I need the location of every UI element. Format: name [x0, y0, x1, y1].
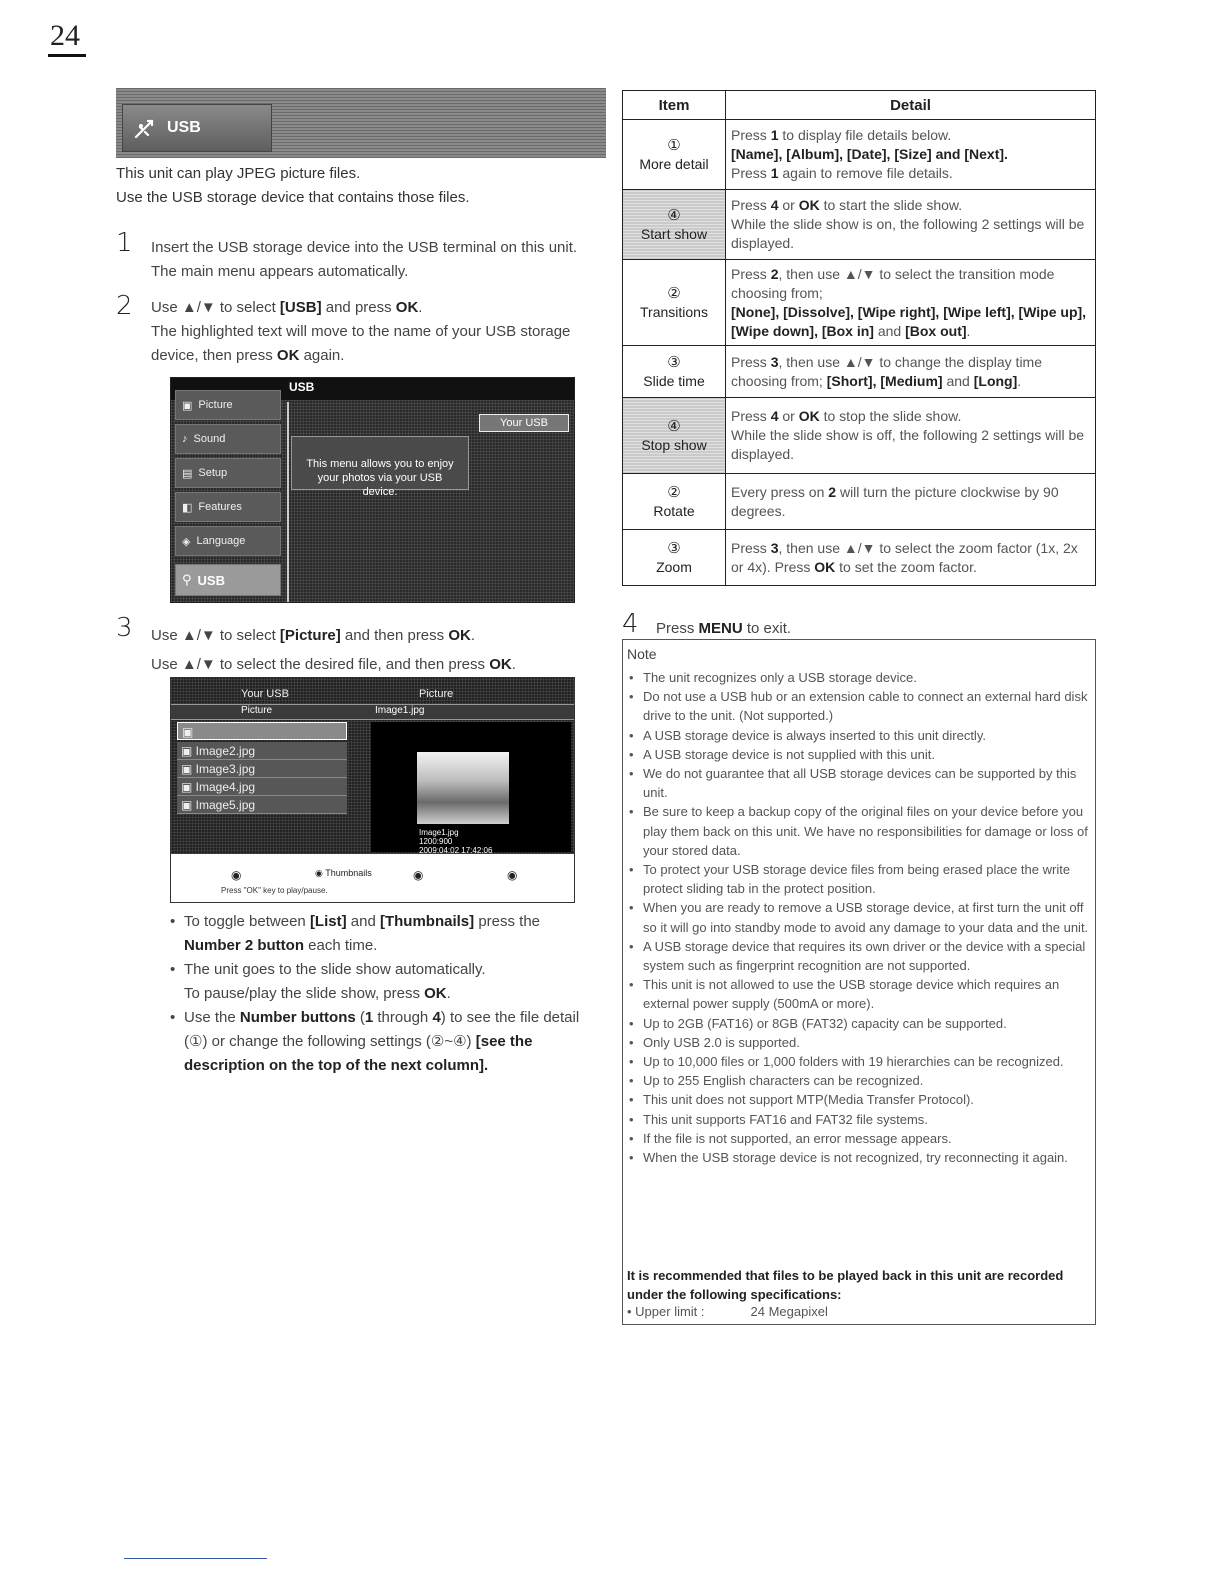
- footer-rule: [124, 1558, 267, 1559]
- menu-item-sound[interactable]: ♪ Sound: [175, 424, 281, 454]
- note-item: • This unit is not allowed to use the USB storage device which requires an external power supply (500mA or more).: [629, 975, 1089, 1013]
- tv-main-menu-screenshot: [170, 377, 575, 603]
- note-item: • We do not guarantee that all USB storage devices can be supported by this unit.: [629, 764, 1089, 802]
- table-row: ③ Zoom Press 3, then use ▲/▼ to select the zoom factor (1x, 2x or 4x). Press OK to set the zoom factor.: [623, 530, 1096, 586]
- menu-header-label: USB: [289, 380, 315, 394]
- spec-line: • Upper limit : 24 Megapixel: [627, 1304, 828, 1319]
- menu-item-features[interactable]: ◧ Features: [175, 492, 281, 522]
- menu-item-picture[interactable]: ▣ Picture: [175, 390, 281, 420]
- note-item: • When you are ready to remove a USB storage device, at first turn the unit off so it will go into standby mode to avoid any damage to your data and the unit.: [629, 898, 1089, 936]
- picture-icon: ▣: [182, 399, 193, 412]
- note-item: • A USB storage device is always inserted to this unit directly.: [629, 726, 1089, 745]
- table-row: ④ Stop show Press 4 or OK to stop the slide show. While the slide show is off, the following 2 settings will be displayed.: [623, 398, 1096, 474]
- note-item: • The unit recognizes only a USB storage device.: [629, 668, 1089, 687]
- sub-current-file: Image1.jpg: [375, 705, 425, 716]
- image-icon: ▣: [182, 725, 197, 739]
- note-list: [629, 668, 1089, 1167]
- note-item: • If the file is not supported, an error message appears.: [629, 1129, 1089, 1148]
- settings-table: [622, 90, 1096, 586]
- menu-item-usb[interactable]: ⚲ USB: [175, 564, 281, 596]
- note-item: • This unit supports FAT16 and FAT32 file systems.: [629, 1110, 1089, 1129]
- step-1-text: Insert the USB storage device into the USB terminal on this unit. The main menu appears automatically.: [151, 239, 578, 280]
- language-icon: ◈: [182, 535, 191, 548]
- note-item: • A USB storage device is not supplied with this unit.: [629, 745, 1089, 764]
- menu-item-language[interactable]: ◈ Language: [175, 526, 281, 556]
- note-title: Note: [627, 646, 657, 662]
- file-row[interactable]: ▣ Image5.jpg: [177, 796, 347, 814]
- note-item: • Be sure to keep a backup copy of the original files on your device before you play them back on this unit. We have no responsibilities for damage or loss of your stored data.: [629, 802, 1089, 860]
- step-3-text: Use ▲/▼ to select [Picture] and then press OK. Use ▲/▼ to select the desired file, and then press OK.: [151, 627, 516, 673]
- intro-line-2: Use the USB storage device that contains those files.: [116, 189, 470, 206]
- bullet-toggle: • To toggle between [List] and [Thumbnails] press the Number 2 button each time.: [170, 910, 590, 958]
- file-row-selected[interactable]: [177, 722, 347, 740]
- features-icon: ◧: [182, 501, 193, 514]
- table-row: ① More detail Press 1 to display file details below. [Name], [Album], [Date], [Size] and [Next]. Press 1 again to remove file details.: [623, 120, 1096, 190]
- table-header-detail: Detail: [726, 91, 1096, 120]
- usb-icon: [133, 116, 157, 140]
- file-row[interactable]: ▣ Image2.jpg: [177, 742, 347, 760]
- step-2-number: 2: [116, 291, 133, 321]
- intro-line-1: This unit can play JPEG picture files.: [116, 165, 361, 182]
- your-usb-button[interactable]: Your USB: [479, 414, 569, 432]
- sound-icon: ♪: [182, 433, 188, 445]
- note-item: • A USB storage device that requires its own driver or the device with a special system such as fingerprint recognition are not supported.: [629, 937, 1089, 975]
- file-row[interactable]: ▣ Image4.jpg: [177, 778, 347, 796]
- note-item: • When the USB storage device is not recognized, try reconnecting it again.: [629, 1148, 1089, 1167]
- image-preview: [417, 752, 509, 824]
- table-row: ② Rotate Every press on 2 will turn the picture clockwise by 90 degrees.: [623, 474, 1096, 530]
- note-item: • Up to 255 English characters can be recognized.: [629, 1071, 1089, 1090]
- thumbnails-toggle[interactable]: ◉ Thumbnails: [315, 868, 372, 878]
- usb-badge: [122, 104, 272, 152]
- note-item: • To protect your USB storage device files from being erased place the write protect sliding tab in the protect position.: [629, 860, 1089, 898]
- step-4-number: 4: [622, 609, 639, 639]
- setup-icon: ▤: [182, 467, 193, 480]
- file-row[interactable]: ▣ Image3.jpg: [177, 760, 347, 778]
- button-3-icon: ◉: [413, 868, 424, 882]
- sub-picture: Picture: [241, 705, 273, 716]
- note-item: • This unit does not support MTP(Media Transfer Protocol).: [629, 1090, 1089, 1109]
- menu-item-setup[interactable]: ▤ Setup: [175, 458, 281, 488]
- note-item: • Up to 2GB (FAT16) or 8GB (FAT32) capacity can be supported.: [629, 1014, 1089, 1033]
- step-3-number: 3: [116, 613, 133, 643]
- play-pause-hint: Press "OK" key to play/pause.: [221, 886, 328, 895]
- step-4-text: Press MENU to exit.: [656, 620, 792, 637]
- button-2-icon: ◉: [315, 868, 326, 878]
- intro: [116, 162, 586, 210]
- image-icon: ▣: [181, 798, 196, 812]
- page-number: 24: [48, 18, 86, 57]
- menu-message: This menu allows you to enjoy your photos via your USB device.: [291, 436, 469, 490]
- usb-menu-icon: ⚲: [182, 572, 192, 587]
- table-row: ③ Slide time Press 3, then use ▲/▼ to change the display time choosing from; [Short], [Medium] and [Long].: [623, 346, 1096, 398]
- note-item: • Do not use a USB hub or an extension cable to connect an external hard disk drive to the unit. (Not supported.): [629, 687, 1089, 725]
- tv-file-browser-screenshot: [170, 677, 575, 903]
- bullet-slideshow: • The unit goes to the slide show automatically. To pause/play the slide show, press OK.: [170, 958, 590, 1006]
- table-header-item: Item: [623, 91, 726, 120]
- image-icon: ▣: [181, 762, 196, 776]
- step-3-bullets: [170, 910, 590, 1078]
- image-icon: ▣: [181, 780, 196, 794]
- recommend-text: It is recommended that files to be played back in this unit are recorded under the following specifications:: [627, 1268, 1064, 1302]
- note-box: [622, 639, 1096, 1325]
- table-row: ④ Start show Press 4 or OK to start the slide show. While the slide show is on, the following 2 settings will be displayed.: [623, 190, 1096, 260]
- note-item: • Up to 10,000 files or 1,000 folders with 19 hierarchies can be recognized.: [629, 1052, 1089, 1071]
- tab-picture[interactable]: Picture: [419, 688, 454, 700]
- usb-banner-label: USB: [167, 119, 201, 136]
- step-2-text: Use ▲/▼ to select [USB] and press OK. The highlighted text will move to the name of your USB storage device, then press OK again.: [151, 299, 571, 364]
- step-1-number: 1: [116, 228, 133, 258]
- image-info: Image1.jpg 1200:900 2009:04:02 17:42:06: [419, 828, 493, 855]
- note-item: • Only USB 2.0 is supported.: [629, 1033, 1089, 1052]
- image-icon: ▣: [181, 744, 196, 758]
- table-row: ② Transitions Press 2, then use ▲/▼ to select the transition mode choosing from; [None], [Dissolve], [Wipe right], [Wipe left], [Wipe up], [Wipe down], [Box in] and [Box out].: [623, 260, 1096, 346]
- tab-your-usb[interactable]: Your USB: [241, 688, 289, 700]
- bullet-number-buttons: • Use the Number buttons (1 through 4) to see the file detail (①) or change the following settings (②~④) [see the description on the top of the next column].: [170, 1006, 590, 1078]
- button-4-icon: ◉: [507, 868, 518, 882]
- button-1-icon: ◉: [231, 868, 242, 882]
